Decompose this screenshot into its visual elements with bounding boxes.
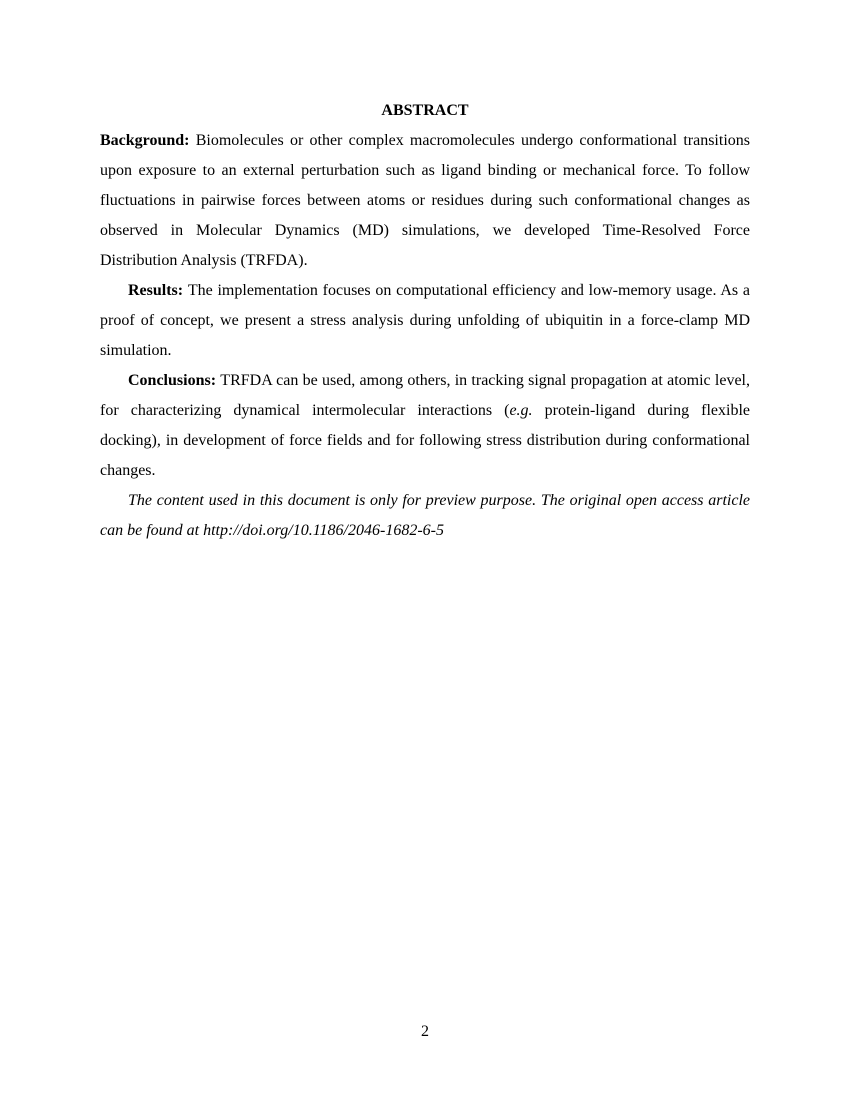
background-text: Biomolecules or other complex macromolecules undergo conformational transitions upon exposure to an external perturbation such as ligand binding or mechanical force. To follow fluctuations in pairwise forces between atoms or residues during such conformational changes as observed in Molecular Dynamics (MD) simulations, we developed Time-Resolved Force Distribution Analysis (TRFDA). (100, 132, 750, 269)
page-number: 2 (421, 1023, 429, 1040)
doi-text: http://doi.org/10.1186/2046-1682-6-5 (203, 522, 444, 539)
abstract-section (100, 96, 750, 546)
preview-note-paragraph (100, 486, 750, 546)
conclusions-paragraph (100, 366, 750, 486)
background-paragraph (100, 126, 750, 276)
conclusions-text-part1: TRFDA can be used, among others, in tracking signal propagation at atomic level, for characterizing dynamical intermolecular interactions ( (100, 372, 750, 419)
results-paragraph (100, 276, 750, 366)
preview-note-text: The content used in this document is only for preview purpose. The original open access article can be found at (100, 492, 750, 539)
abstract-heading: ABSTRACT (381, 102, 469, 119)
conclusions-emphasis: e.g. (509, 402, 533, 419)
conclusions-text-part2: protein-ligand during flexible docking), in development of force fields and for following stress distribution during conformational changes. (100, 402, 751, 479)
background-label: Background: (100, 132, 196, 149)
results-label: Results: (128, 282, 188, 299)
conclusions-label: Conclusions: (128, 372, 221, 389)
results-text: The implementation focuses on computational efficiency and low-memory usage. As a proof of concept, we present a stress analysis during unfolding of ubiquitin in a force-clamp MD simulation. (100, 282, 751, 359)
